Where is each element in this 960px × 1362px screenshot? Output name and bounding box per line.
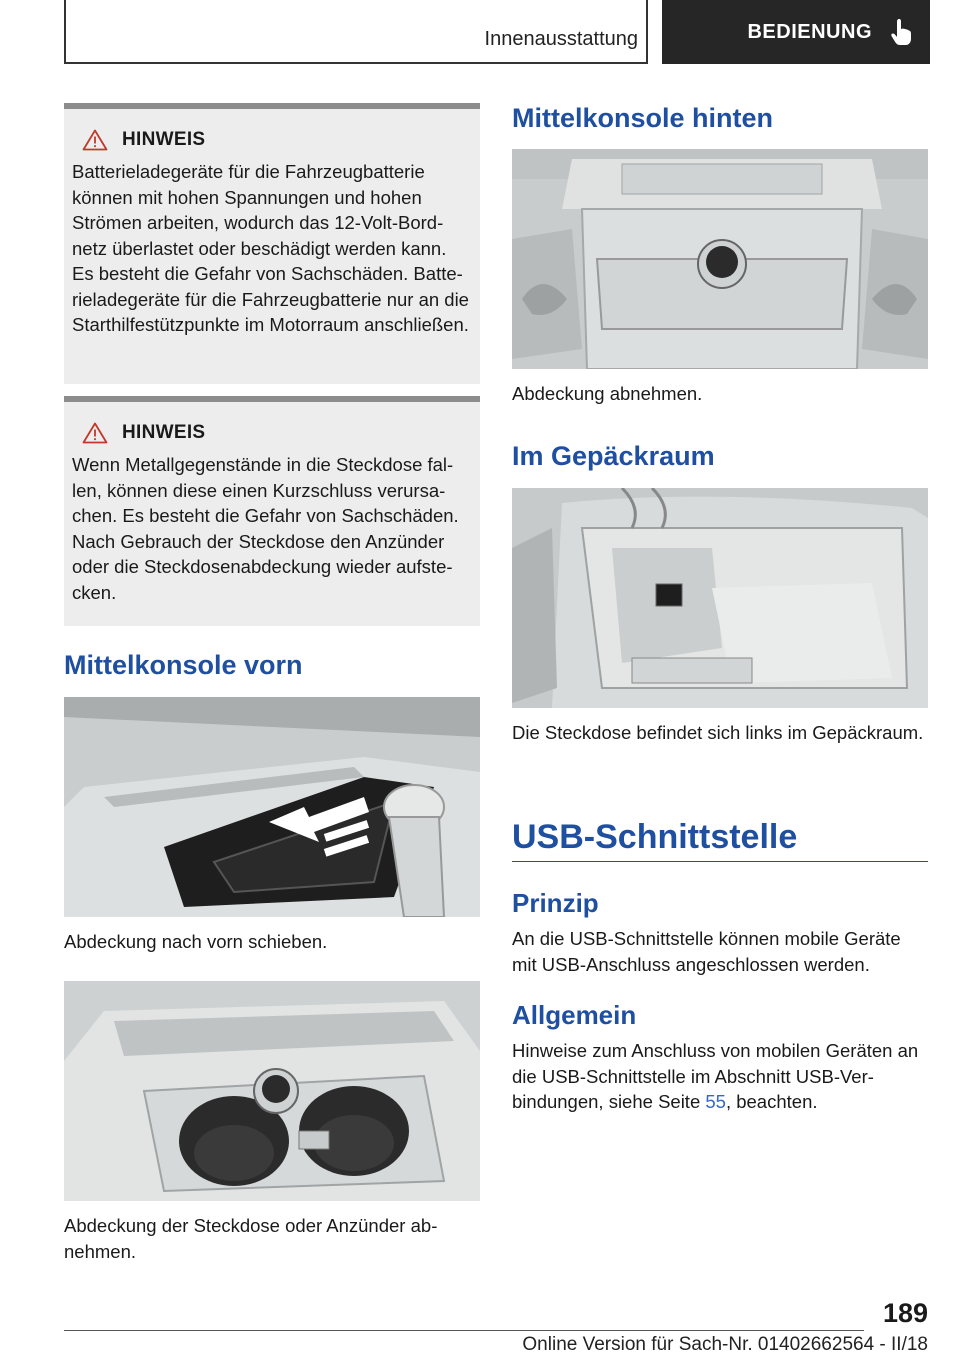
chapter-title-rule bbox=[512, 861, 928, 862]
figure-rear-console bbox=[512, 149, 928, 369]
caption-trunk: Die Steckdose befindet sich links im Gepäckraum. bbox=[512, 722, 924, 743]
front-console-illustration bbox=[64, 697, 480, 917]
figure-trunk bbox=[512, 488, 928, 708]
rear-console-illustration bbox=[512, 149, 928, 369]
header-section-tab bbox=[64, 0, 648, 64]
notice-label: HINWEIS bbox=[122, 129, 206, 150]
front-socket-illustration bbox=[64, 981, 480, 1201]
trunk-illustration bbox=[512, 488, 928, 708]
text-principle: An die USB-Schnittstelle können mobile Geräte mit USB-Anschluss angeschlossen werden. bbox=[512, 928, 901, 975]
notice-label: HINWEIS bbox=[122, 422, 206, 443]
text-general-after: , beachten. bbox=[725, 1091, 818, 1112]
caption-front-console-1: Abdeckung nach vorn schieben. bbox=[64, 931, 328, 952]
footer-rule bbox=[64, 1330, 864, 1331]
header-chapter-title: BEDIENUNG bbox=[747, 20, 872, 43]
caption-rear-console: Abdeckung abnehmen. bbox=[512, 383, 703, 404]
footer-online-version: Online Version für Sach-Nr. 01402662564 - II/18 bbox=[522, 1334, 928, 1355]
notice-box-1 bbox=[64, 103, 480, 384]
heading-usb-interface: USB-Schnittstelle bbox=[512, 818, 798, 856]
text-general-before: Hinweise zum Anschluss von mobilen Geräten an die USB-Schnittstelle im Abschnitt USB-Verbindungen, siehe Seite bbox=[512, 1040, 919, 1112]
heading-front-console: Mittelkonsole vorn bbox=[64, 650, 303, 680]
notice-text: Batterieladegeräte für die Fahrzeugbatterie können mit hohen Spannungen und hohen Strömen arbeiten, wodurch das 12-Volt-Bordnetz überlastet oder beschädigt werden kann. Es besteht die Gefahr von Sachschäden. Batterieladegeräte für die Fahrzeugbatterie nur an die Starthilfestützpunkte im Motorraum anschließen. bbox=[72, 161, 469, 335]
header-chapter-tab bbox=[662, 0, 930, 64]
heading-principle: Prinzip bbox=[512, 888, 599, 918]
heading-trunk: Im Gepäckraum bbox=[512, 441, 715, 471]
heading-general: Allgemein bbox=[512, 1000, 637, 1030]
text-general bbox=[512, 1038, 928, 1115]
notice-text: Wenn Metallgegenstände in die Steckdose fallen, können diese einen Kurzschluss verursachen. Es besteht die Gefahr von Sachschäden. Nach Gebrauch der Steckdose den Anzünder oder die Steckdosenabdeckung wieder aufstecken. bbox=[72, 454, 459, 603]
notice-box-2 bbox=[64, 396, 480, 626]
page-link[interactable]: 55 bbox=[705, 1091, 726, 1112]
caption-front-console-2: Abdeckung der Steckdose oder Anzünder abnehmen. bbox=[64, 1215, 438, 1262]
hand-pointer-icon bbox=[888, 17, 916, 47]
page-number: 189 bbox=[882, 1298, 928, 1328]
figure-front-console-cover bbox=[64, 697, 480, 917]
warning-icon bbox=[82, 422, 108, 444]
heading-rear-console: Mittelkonsole hinten bbox=[512, 103, 774, 133]
figure-front-console-socket bbox=[64, 981, 480, 1201]
warning-icon bbox=[82, 129, 108, 151]
header-section-title: Innenausstattung bbox=[484, 28, 638, 50]
